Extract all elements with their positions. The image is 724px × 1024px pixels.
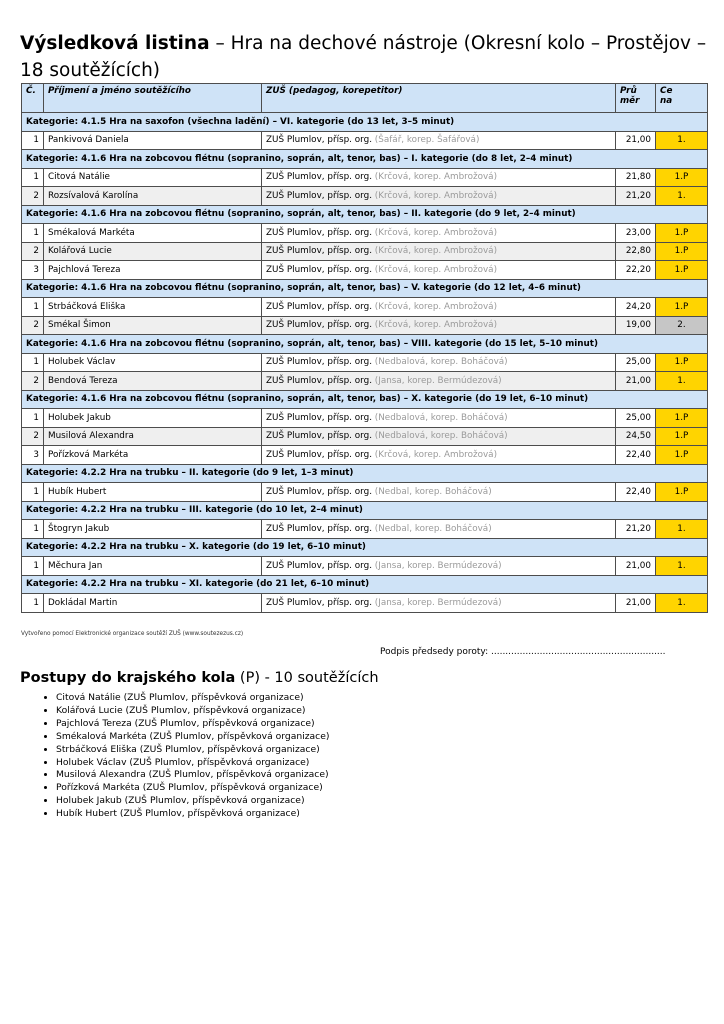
- teacher-names: (Nedbal, korep. Boháčová): [374, 523, 492, 534]
- school-cell: [262, 557, 616, 576]
- category-label: Kategorie: 4.1.6 Hra na zobcovou flétnu (sopranino, soprán, alt, tenor, bas) – V. kategorie (do 12 let, 4–6 minut): [22, 279, 708, 298]
- teacher-names: (Nedbalová, korep. Boháčová): [374, 357, 508, 368]
- category-label: Kategorie: 4.1.6 Hra na zobcovou flétnu (sopranino, soprán, alt, tenor, bas) – X. kategorie (do 19 let, 6–10 minut): [22, 390, 708, 409]
- school-cell: [262, 224, 616, 243]
- school-cell: [262, 446, 616, 465]
- list-item: • Pajchlová Tereza (ZUŠ Plumlov, příspěvková organizace): [56, 718, 329, 731]
- row-number: 1: [22, 483, 44, 502]
- teacher-names: (Krčová, korep. Ambrožová): [374, 246, 498, 257]
- teacher-names: (Krčová, korep. Ambrožová): [374, 320, 498, 331]
- table-row: [22, 446, 708, 465]
- table-row: [22, 168, 708, 187]
- table-row: [22, 298, 708, 317]
- row-number: 1: [22, 520, 44, 539]
- header-place: [656, 84, 708, 113]
- header-place-line1: Ce: [660, 86, 673, 96]
- title-bold: Výsledková listina: [20, 33, 210, 54]
- table-row: [22, 242, 708, 261]
- category-row: [22, 150, 708, 169]
- score: 21,00: [616, 557, 656, 576]
- score: 25,00: [616, 409, 656, 428]
- teacher-names: (Nedbalová, korep. Boháčová): [374, 412, 508, 423]
- score: 19,00: [616, 316, 656, 335]
- table-row: [22, 372, 708, 391]
- row-number: 1: [22, 131, 44, 150]
- teacher-names: (Šafář, korep. Šafářová): [374, 135, 480, 146]
- teacher-names: (Krčová, korep. Ambrožová): [374, 301, 498, 312]
- teacher-names: (Jansa, korep. Bermúdezová): [374, 560, 502, 571]
- table-row: [22, 316, 708, 335]
- place-badge: 1.: [656, 594, 708, 613]
- footnote: Vytvořeno pomocí Elektronické organizace soutěží ZUŠ (www.soutezezus.cz): [21, 631, 244, 637]
- contestant-name: Pajchlová Tereza: [44, 261, 262, 280]
- school-cell: [262, 427, 616, 446]
- results-table: [21, 83, 708, 613]
- table-row: [22, 427, 708, 446]
- row-number: 1: [22, 409, 44, 428]
- school-name: ZUŠ Plumlov, přísp. org.: [266, 375, 372, 386]
- school-name: ZUŠ Plumlov, přísp. org.: [266, 227, 372, 238]
- school-name: ZUŠ Plumlov, přísp. org.: [266, 190, 372, 201]
- page-title: [20, 30, 710, 84]
- place-badge: 1.P: [656, 483, 708, 502]
- school-name: ZUŠ Plumlov, přísp. org.: [266, 597, 372, 608]
- advancement-title-bold: Postupy do krajského kola: [20, 670, 236, 686]
- score: 22,40: [616, 483, 656, 502]
- header-name: Příjmení a jméno soutěžícího: [44, 84, 262, 113]
- jury-signature: Podpis předsedy poroty: .............................................................: [380, 647, 666, 657]
- place-badge: 1.: [656, 520, 708, 539]
- category-label: Kategorie: 4.1.6 Hra na zobcovou flétnu (sopranino, soprán, alt, tenor, bas) – II. kategorie (do 9 let, 2–4 minut): [22, 205, 708, 224]
- list-item: • Citová Natálie (ZUŠ Plumlov, příspěvková organizace): [56, 692, 329, 705]
- school-cell: [262, 409, 616, 428]
- school-name: ZUŠ Plumlov, přísp. org.: [266, 560, 372, 571]
- category-label: Kategorie: 4.2.2 Hra na trubku – II. kategorie (do 9 let, 1–3 minut): [22, 464, 708, 483]
- row-number: 2: [22, 427, 44, 446]
- score: 22,80: [616, 242, 656, 261]
- school-name: ZUŠ Plumlov, přísp. org.: [266, 431, 372, 442]
- place-badge: 1.: [656, 131, 708, 150]
- contestant-name: Dokládal Martin: [44, 594, 262, 613]
- table-row: [22, 224, 708, 243]
- list-item: • Musilová Alexandra (ZUŠ Plumlov, příspěvková organizace): [56, 769, 329, 782]
- category-row: [22, 575, 708, 594]
- row-number: 3: [22, 261, 44, 280]
- teacher-names: (Jansa, korep. Bermúdezová): [374, 597, 502, 608]
- place-badge: 1.P: [656, 427, 708, 446]
- category-label: Kategorie: 4.1.6 Hra na zobcovou flétnu (sopranino, soprán, alt, tenor, bas) – I. kategorie (do 8 let, 2–4 minut): [22, 150, 708, 169]
- teacher-names: (Krčová, korep. Ambrožová): [374, 449, 498, 460]
- row-number: 1: [22, 557, 44, 576]
- header-score-line1: Prů: [620, 86, 637, 96]
- contestant-name: Smékalová Markéta: [44, 224, 262, 243]
- row-number: 1: [22, 594, 44, 613]
- school-name: ZUŠ Plumlov, přísp. org.: [266, 172, 372, 183]
- school-cell: [262, 594, 616, 613]
- place-badge: 1.P: [656, 224, 708, 243]
- row-number: 2: [22, 242, 44, 261]
- title-rest: – Hra na dechové nástroje (Okresní kolo – Prostějov – 18 soutěžících): [20, 33, 707, 81]
- score: 22,20: [616, 261, 656, 280]
- table-row: [22, 187, 708, 206]
- place-badge: 1.P: [656, 261, 708, 280]
- teacher-names: (Krčová, korep. Ambrožová): [374, 227, 498, 238]
- teacher-names: (Krčová, korep. Ambrožová): [374, 190, 498, 201]
- school-name: ZUŠ Plumlov, přísp. org.: [266, 320, 372, 331]
- list-item: • Strbáčková Eliška (ZUŠ Plumlov, příspěvková organizace): [56, 744, 329, 757]
- category-label: Kategorie: 4.1.6 Hra na zobcovou flétnu (sopranino, soprán, alt, tenor, bas) – VIII. kategorie (do 15 let, 5–10 minut): [22, 335, 708, 354]
- place-badge: 1.P: [656, 409, 708, 428]
- school-name: ZUŠ Plumlov, přísp. org.: [266, 264, 372, 275]
- score: 25,00: [616, 353, 656, 372]
- category-row: [22, 390, 708, 409]
- header-num: Č.: [22, 84, 44, 113]
- header-place-line2: na: [660, 96, 673, 106]
- score: 21,20: [616, 520, 656, 539]
- row-number: 1: [22, 353, 44, 372]
- category-row: [22, 279, 708, 298]
- teacher-names: (Nedbalová, korep. Boháčová): [374, 431, 508, 442]
- contestant-name: Citová Natálie: [44, 168, 262, 187]
- contestant-name: Hubík Hubert: [44, 483, 262, 502]
- score: 21,00: [616, 594, 656, 613]
- place-badge: 1.P: [656, 446, 708, 465]
- place-badge: 2.: [656, 316, 708, 335]
- school-name: ZUŠ Plumlov, přísp. org.: [266, 523, 372, 534]
- place-badge: 1.: [656, 557, 708, 576]
- score: 24,20: [616, 298, 656, 317]
- place-badge: 1.P: [656, 168, 708, 187]
- category-label: Kategorie: 4.2.2 Hra na trubku – X. kategorie (do 19 let, 6–10 minut): [22, 538, 708, 557]
- category-row: [22, 113, 708, 132]
- table-row: [22, 483, 708, 502]
- school-name: ZUŠ Plumlov, přísp. org.: [266, 246, 372, 257]
- teacher-names: (Jansa, korep. Bermúdezová): [374, 375, 502, 386]
- school-cell: [262, 483, 616, 502]
- score: 21,00: [616, 131, 656, 150]
- advancement-title: [20, 670, 379, 686]
- school-cell: [262, 131, 616, 150]
- results-body: [22, 113, 708, 613]
- contestant-name: Rozsívalová Karolína: [44, 187, 262, 206]
- school-name: ZUŠ Plumlov, přísp. org.: [266, 449, 372, 460]
- place-badge: 1.: [656, 187, 708, 206]
- category-row: [22, 464, 708, 483]
- school-cell: [262, 298, 616, 317]
- score: 21,00: [616, 372, 656, 391]
- table-row: [22, 353, 708, 372]
- row-number: 1: [22, 224, 44, 243]
- list-item: • Holubek Jakub (ZUŠ Plumlov, příspěvková organizace): [56, 795, 329, 808]
- score: 21,80: [616, 168, 656, 187]
- score: 21,20: [616, 187, 656, 206]
- school-cell: [262, 261, 616, 280]
- category-row: [22, 205, 708, 224]
- school-name: ZUŠ Plumlov, přísp. org.: [266, 412, 372, 423]
- row-number: 2: [22, 187, 44, 206]
- school-name: ZUŠ Plumlov, přísp. org.: [266, 486, 372, 497]
- place-badge: 1.P: [656, 353, 708, 372]
- teacher-names: (Krčová, korep. Ambrožová): [374, 172, 498, 183]
- contestant-name: Pořízková Markéta: [44, 446, 262, 465]
- school-cell: [262, 372, 616, 391]
- score: 23,00: [616, 224, 656, 243]
- table-row: [22, 261, 708, 280]
- school-name: ZUŠ Plumlov, přísp. org.: [266, 357, 372, 368]
- school-name: ZUŠ Plumlov, přísp. org.: [266, 301, 372, 312]
- list-item: • Smékalová Markéta (ZUŠ Plumlov, příspěvková organizace): [56, 731, 329, 744]
- contestant-name: Holubek Václav: [44, 353, 262, 372]
- contestant-name: Štogryn Jakub: [44, 520, 262, 539]
- place-badge: 1.: [656, 372, 708, 391]
- list-item: • Kolářová Lucie (ZUŠ Plumlov, příspěvková organizace): [56, 705, 329, 718]
- school-cell: [262, 353, 616, 372]
- contestant-name: Smékal Šimon: [44, 316, 262, 335]
- advancement-title-rest: (P) - 10 soutěžících: [235, 670, 379, 686]
- category-row: [22, 335, 708, 354]
- header-score-line2: měr: [620, 96, 640, 106]
- contestant-name: Musilová Alexandra: [44, 427, 262, 446]
- row-number: 3: [22, 446, 44, 465]
- table-row: [22, 409, 708, 428]
- category-row: [22, 538, 708, 557]
- list-item: • Hubík Hubert (ZUŠ Plumlov, příspěvková organizace): [56, 808, 329, 821]
- contestant-name: Holubek Jakub: [44, 409, 262, 428]
- place-badge: 1.P: [656, 242, 708, 261]
- table-row: [22, 557, 708, 576]
- row-number: 1: [22, 298, 44, 317]
- category-label: Kategorie: 4.2.2 Hra na trubku – XI. kategorie (do 21 let, 6–10 minut): [22, 575, 708, 594]
- school-cell: [262, 187, 616, 206]
- table-row: [22, 594, 708, 613]
- contestant-name: Měchura Jan: [44, 557, 262, 576]
- score: 22,40: [616, 446, 656, 465]
- teacher-names: (Krčová, korep. Ambrožová): [374, 264, 498, 275]
- advancement-list: [40, 692, 329, 821]
- category-label: Kategorie: 4.1.5 Hra na saxofon (všechna ladění) – VI. kategorie (do 13 let, 3–5 minut): [22, 113, 708, 132]
- contestant-name: Pankivová Daniela: [44, 131, 262, 150]
- score: 24,50: [616, 427, 656, 446]
- teacher-names: (Nedbal, korep. Boháčová): [374, 486, 492, 497]
- school-cell: [262, 520, 616, 539]
- school-cell: [262, 316, 616, 335]
- list-item: • Pořízková Markéta (ZUŠ Plumlov, příspěvková organizace): [56, 782, 329, 795]
- place-badge: 1.P: [656, 298, 708, 317]
- school-name: ZUŠ Plumlov, přísp. org.: [266, 135, 372, 146]
- category-label: Kategorie: 4.2.2 Hra na trubku – III. kategorie (do 10 let, 2–4 minut): [22, 501, 708, 520]
- school-cell: [262, 168, 616, 187]
- table-row: [22, 520, 708, 539]
- table-row: [22, 131, 708, 150]
- list-item: • Holubek Václav (ZUŠ Plumlov, příspěvková organizace): [56, 757, 329, 770]
- contestant-name: Strbáčková Eliška: [44, 298, 262, 317]
- row-number: 1: [22, 168, 44, 187]
- contestant-name: Kolářová Lucie: [44, 242, 262, 261]
- header-school: ZUŠ (pedagog, korepetitor): [262, 84, 616, 113]
- row-number: 2: [22, 316, 44, 335]
- school-cell: [262, 242, 616, 261]
- table-header-row: [22, 84, 708, 113]
- contestant-name: Bendová Tereza: [44, 372, 262, 391]
- header-score: [616, 84, 656, 113]
- category-row: [22, 501, 708, 520]
- row-number: 2: [22, 372, 44, 391]
